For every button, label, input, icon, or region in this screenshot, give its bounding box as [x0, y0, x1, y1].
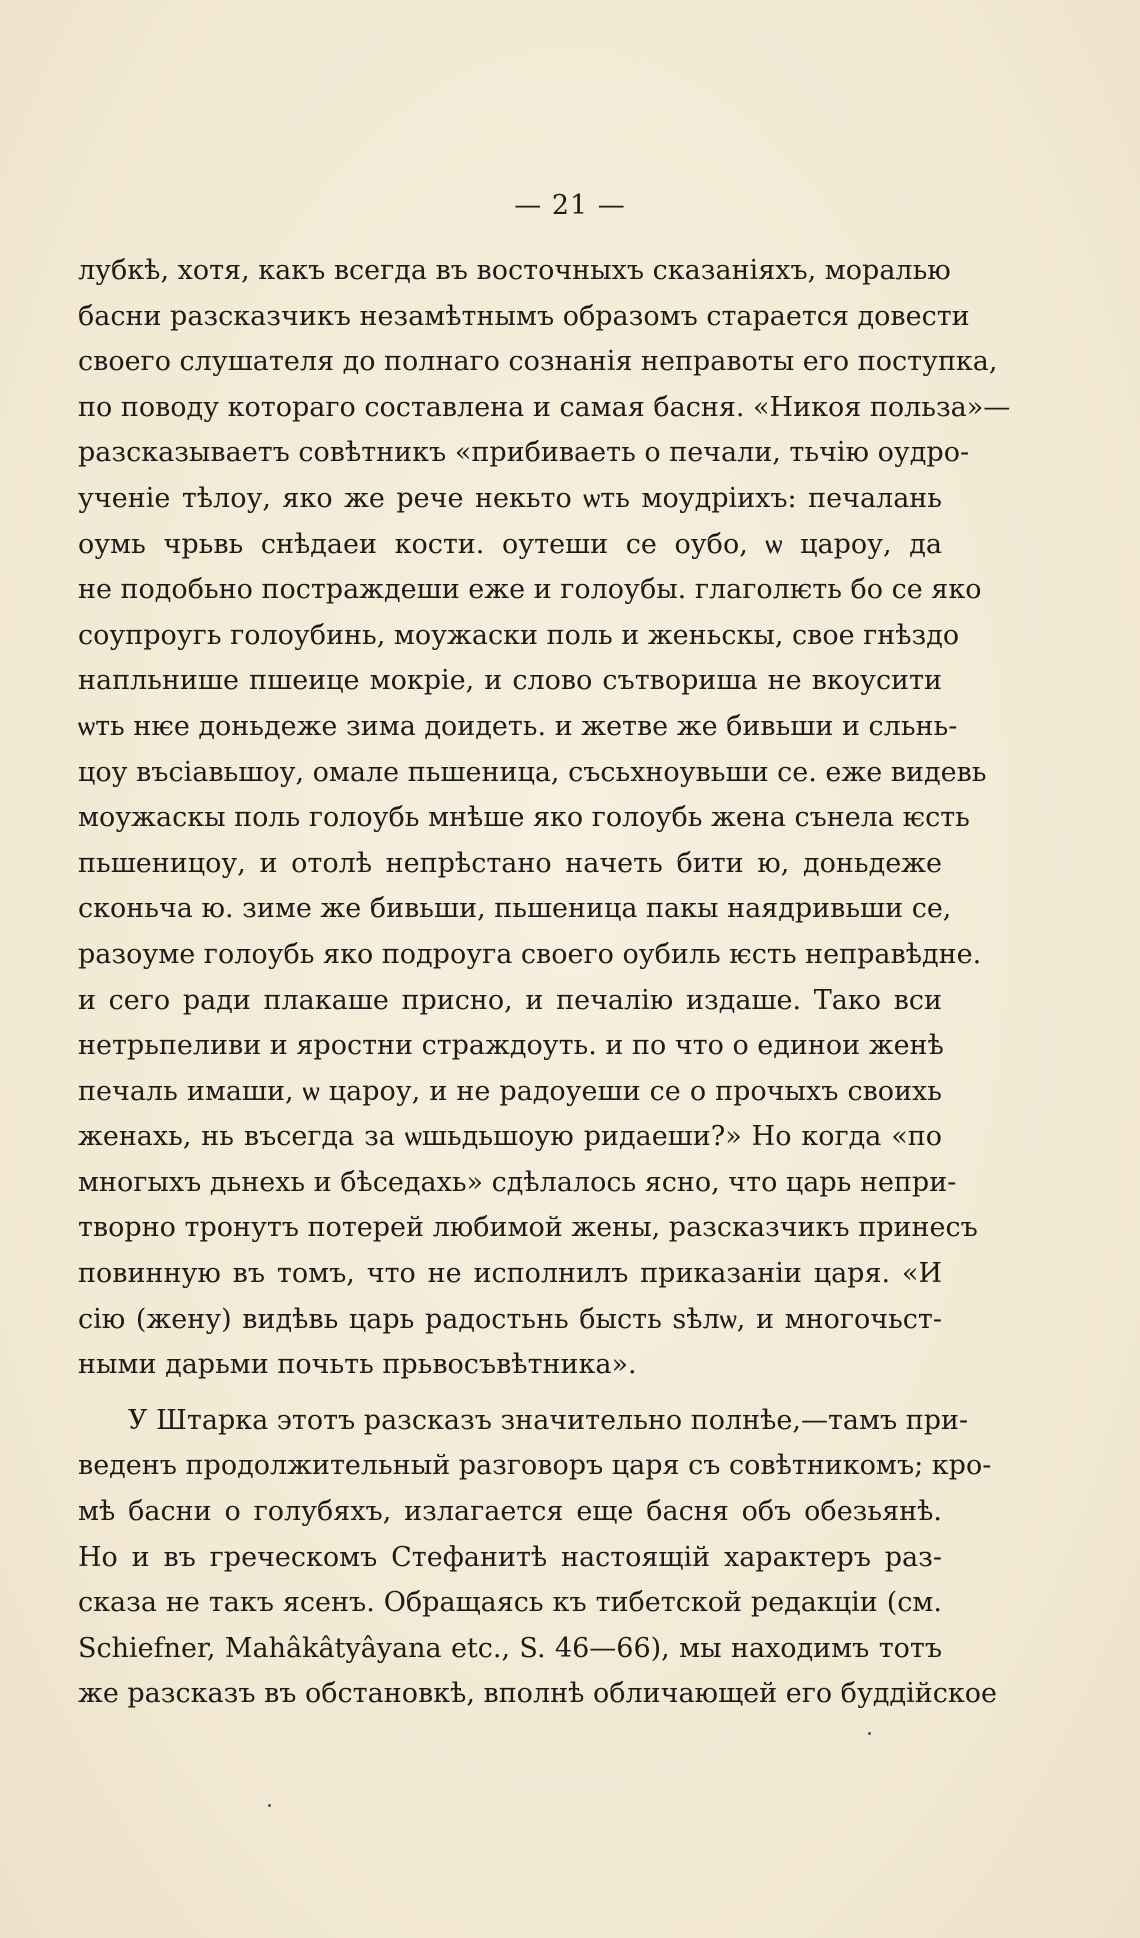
text-line: Но и въ греческомъ Стефанитѣ настоящій характеръ раз- [78, 1541, 942, 1573]
text-line: повинную въ томъ, что не исполнилъ приказаніи царя. «И [78, 1258, 942, 1290]
text-line: веденъ продолжительный разговоръ царя съ совѣтникомъ; кро- [78, 1450, 992, 1482]
text-line: и сего ради плакаше присно, и печалію издаше. Тако вси [78, 984, 942, 1016]
text-line: ученіе тѣлоу, яко же рече некьто ѡть моудріихъ: печалань [78, 482, 942, 514]
text-line: разоуме голоубь яко подроуга своего оубиль ѥсть неправѣдне. [78, 938, 982, 970]
text-line: пьшеницоу, и отолѣ непрѣстано начеть бити ю, доньдеже [78, 847, 942, 879]
paper-speck [868, 1732, 871, 1735]
page-number: — 21 — [514, 190, 626, 221]
text-line: цоу въсіавьшоу, омале пьшеница, съсьхноувьши се. еже видевь [78, 756, 987, 788]
text-line: ными дарьми почьть прьвосъвѣтника». [78, 1349, 637, 1381]
text-line: соупроугь голоубинь, моужаски поль и женьскы, свое гнѣздо [78, 619, 960, 651]
text-line: сію (жену) видѣвь царь радостьнь бысть ѕѣлѡ, и многочьст- [78, 1303, 942, 1335]
text-line: басни разсказчикъ незамѣтнымъ образомъ старается довести [78, 300, 970, 332]
text-line: печаль имаши, ѡ цароу, и не радоуеши се о прочыхъ своихь [78, 1075, 942, 1107]
body-text [78, 248, 1011, 1717]
text-line: же разсказъ въ обстановкѣ, вполнѣ обличающей его буддійское [78, 1678, 997, 1710]
text-line: У Штарка этотъ разсказъ значительно полнѣе,—тамъ при- [128, 1404, 969, 1436]
text-line: творно тронутъ потерей любимой жены, разсказчикъ принесъ [78, 1212, 978, 1244]
paragraph-gap [78, 1388, 942, 1398]
paragraph-2 [78, 1398, 997, 1717]
text-line: не подобьно постраждеши еже и голоубы. глаголѥть бо се яко [78, 574, 982, 606]
text-line: женахь, нь въсегда за ѡшьдьшоую ридаеши?» Но когда «по [78, 1121, 942, 1153]
text-line: мѣ басни о голубяхъ, излагается еще басня объ обезьянѣ. [78, 1496, 942, 1528]
text-line: сконьча ю. зиме же бивьши, пьшеница пакы наядривьши се, [78, 893, 952, 925]
text-line: оумь чрьвь снѣдаеи кости. оутеши се оубо, ѡ цароу, да [78, 528, 942, 560]
text-line: нетрьпеливи и яростни страждоуть. и по что о единои женѣ [78, 1030, 944, 1062]
text-line: разсказываетъ совѣтникъ «прибиваеть о печали, тьчію оудро- [78, 437, 970, 469]
text-line: Schiefner, Mahâkâtyâyana etc., S. 46—66), мы находимъ тотъ [78, 1632, 942, 1664]
paragraph-1 [78, 248, 1011, 1388]
text-line: лубкѣ, хотя, какъ всегда въ восточныхъ сказаніяхъ, моралью [78, 255, 951, 286]
paper-speck [268, 1804, 271, 1807]
text-line: по поводу котораго составлена и самая басня. «Никоя польза»— [78, 391, 1011, 423]
text-line: своего слушателя до полнаго сознанія неправоты его поступка, [78, 346, 998, 378]
text-line: напльнише пшеице мокріе, и слово сътвориша не вкоусити [78, 665, 942, 697]
text-line: многыхъ дьнехь и бѣседахь» сдѣлалось ясно, что царь непри- [78, 1166, 957, 1198]
text-line: сказа не такъ ясенъ. Обращаясь къ тибетской редакціи (см. [78, 1587, 942, 1619]
text-line: моужаскы поль голоубь мнѣше яко голоубь жена сънела ѥсть [78, 802, 970, 834]
text-line: ѡть нѥе доньдеже зима доидеть. и жетве же бивьши и сльнь- [78, 710, 958, 742]
